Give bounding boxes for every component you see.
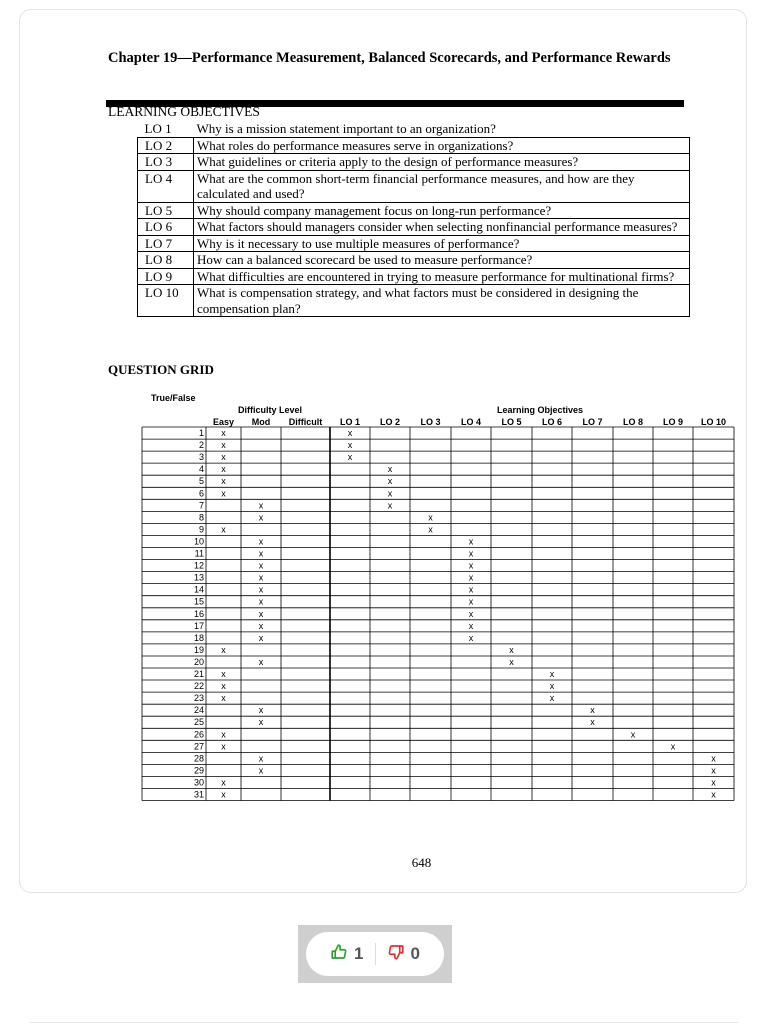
grid-column-header: LO 9 [662,417,684,427]
lo-id: LO 10 [138,285,194,317]
grid-mark: x [258,500,264,511]
grid-mark: x [711,753,716,764]
question-number: 3 [198,452,204,463]
grid-mark: x [590,705,595,716]
question-number: 31 [193,789,204,800]
grid-mark: x [711,777,716,788]
question-number: 22 [193,681,204,692]
grid-mark: x [387,500,393,511]
question-number: 11 [194,548,204,559]
question-number: 4 [198,464,204,475]
lo-id: LO 4 [138,170,194,202]
grid-mark: x [711,765,716,776]
grid-mark: x [258,632,264,643]
grid-mark: x [258,753,264,764]
grid-mark: x [258,765,264,776]
question-number: 20 [193,657,204,667]
grid-mark: x [221,488,226,499]
lo-text: What difficulties are encountered in trying to measure performance for multinational firms? [194,268,690,285]
question-number: 29 [193,765,204,776]
grid-mark: x [468,584,474,595]
grid-mark: x [509,657,514,667]
grid-mark: x [387,464,393,475]
grid-mark: x [258,572,264,583]
lo-text: What guidelines or criteria apply to the design of performance measures? [194,154,690,171]
lo-text: What roles do performance measures serve in organizations? [194,137,690,154]
question-number: 19 [193,644,204,655]
grid-column-header: LO 7 [582,417,603,427]
page-number: 648 [411,855,432,870]
grid-mark: x [258,717,264,728]
grid-mark: x [258,548,264,559]
grid-column-header: LO 6 [541,417,563,427]
question-number: 26 [193,729,204,740]
grid-mark: x [258,536,264,547]
lo-text: Why should company management focus on long-run performance? [194,202,690,219]
grid-column-header: LO 4 [460,417,482,427]
learning-objectives-label: Learning Objectives [497,405,584,415]
question-grid-heading: QUESTION GRID [108,362,214,377]
lo-text: What are the common short-term financial performance measures, and how are they calculated and used? [194,170,690,202]
learning-objectives-heading: LEARNING OBJECTIVES [108,104,260,119]
grid-mark: x [258,584,264,595]
grid-mark: x [258,620,264,631]
grid-mark: x [347,452,353,463]
grid-mark: x [387,476,393,487]
grid-mark: x [258,560,264,571]
vote-pill [306,932,444,976]
grid-mark: x [221,741,226,752]
lo-id: LO 6 [138,219,194,236]
thumbs-down-icon [387,943,405,966]
grid-mark: x [549,681,555,692]
grid-column-header: Mod [251,417,271,427]
grid-column-header: LO 3 [420,417,441,427]
grid-mark: x [509,644,514,655]
lo-id: LO 8 [138,252,194,269]
grid-mark: x [428,524,433,535]
true-false-label: True/False [151,393,196,403]
lo-text: Why is it necessary to use multiple measures of performance? [194,235,690,252]
grid-mark: x [549,669,555,679]
grid-mark: x [221,681,226,692]
grid-column-header: Easy [212,417,235,427]
grid-column-header: LO 5 [501,417,522,427]
question-number: 18 [193,632,204,643]
grid-mark: x [221,777,226,788]
question-number: 24 [193,705,204,716]
grid-mark: x [387,488,393,499]
grid-mark: x [468,620,474,631]
grid-mark: x [258,596,264,607]
grid-mark: x [468,632,474,643]
grid-mark: x [468,560,474,571]
grid-mark: x [428,512,433,523]
chapter-title: Chapter 19—Performance Measurement, Balanced Scorecards, and Performance Rewards [108,50,671,66]
question-number: 12 [193,560,204,571]
lo-id: LO 1 [144,121,172,136]
question-number: 9 [198,524,204,535]
lo-id: LO 9 [138,268,194,285]
question-number: 10 [193,536,204,547]
grid-mark: x [221,693,226,704]
question-number: 17 [193,620,204,631]
question-number: 23 [193,693,204,704]
grid-column-header: LO 1 [339,417,361,427]
grid-mark: x [468,596,474,607]
grid-mark: x [221,729,226,740]
grid-mark: x [347,440,353,451]
grid-mark: x [468,548,474,559]
difficulty-level-label: Difficulty Level [238,405,303,415]
upvote-button[interactable] [330,943,363,966]
upvote-count: 1 [354,944,364,963]
question-number: 13 [193,572,204,583]
grid-mark: x [221,464,226,475]
lo-id: LO 3 [138,154,194,171]
question-number: 21 [193,669,204,679]
lo-id: LO 2 [138,137,194,154]
grid-mark: x [221,524,226,535]
grid-mark: x [258,608,264,619]
lo-text: What is compensation strategy, and what factors must be considered in designing the compensation plan? [194,285,690,317]
question-number: 25 [193,717,204,728]
grid-mark: x [221,452,226,463]
downvote-button[interactable] [387,943,420,966]
question-number: 27 [193,741,204,752]
grid-mark: x [258,512,264,523]
question-number: 1 [198,428,204,438]
question-number: 7 [198,500,204,511]
grid-mark: x [590,717,595,728]
question-number: 15 [193,596,204,607]
grid-mark: x [221,440,226,451]
question-number: 30 [193,777,204,788]
question-number: 2 [198,440,204,451]
footer-divider [30,1022,738,1023]
thumbs-up-icon [330,943,348,966]
question-number: 16 [193,608,204,619]
grid-mark: x [258,657,264,667]
grid-mark: x [711,789,716,800]
question-number: 28 [193,753,204,764]
grid-mark: x [221,428,226,438]
question-number: 5 [198,476,204,487]
grid-column-header: LO 10 [700,417,727,427]
lo-text: Why is a mission statement important to an organization? [196,121,496,136]
grid-mark: x [549,693,555,704]
grid-mark: x [468,536,474,547]
lo-id: LO 7 [138,235,194,252]
grid-column-header: LO 2 [379,417,401,427]
grid-mark: x [630,729,636,740]
grid-mark: x [347,428,353,438]
grid-column-header: LO 8 [622,417,644,427]
vote-divider [375,943,376,965]
grid-mark: x [468,572,474,583]
vote-widget [298,925,452,983]
question-number: 8 [198,512,204,523]
lo-text: How can a balanced scorecard be used to measure performance? [194,252,690,269]
question-number: 6 [198,488,204,499]
grid-mark: x [221,644,226,655]
grid-mark: x [221,789,226,800]
grid-mark: x [670,741,676,752]
grid-mark: x [221,476,226,487]
grid-mark: x [221,669,226,679]
grid-mark: x [258,705,264,716]
downvote-count: 0 [410,944,420,963]
grid-column-header: Difficult [288,417,323,427]
lo-id: LO 5 [138,202,194,219]
question-number: 14 [193,584,204,595]
lo-text: What factors should managers consider when selecting nonfinancial performance measures? [194,219,690,236]
grid-mark: x [468,608,474,619]
